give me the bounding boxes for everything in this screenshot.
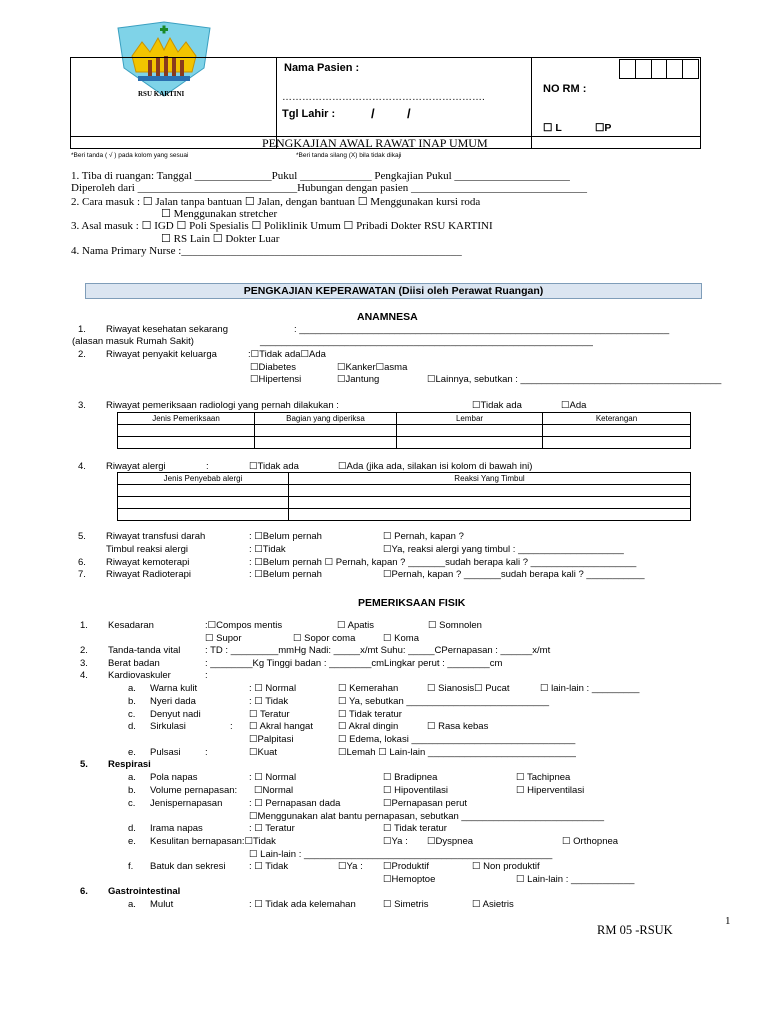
breath-pattern-label: Pola napas [150,772,198,783]
item-number: 1. [80,620,88,631]
skin-normal-checkbox[interactable]: : ☐ Normal [249,683,297,694]
breath-rhythm-label: Irama napas [150,823,203,834]
birth-date-slash: / [371,106,375,121]
anamnesa-title: ANAMNESA [357,311,418,323]
allergy-none-checkbox[interactable]: ☐Tidak ada [249,461,299,472]
sub-letter: a. [128,683,136,694]
respiration-label: Respirasi [108,759,151,770]
hyperventilation-checkbox[interactable]: ☐ Hiperventilasi [516,785,585,796]
numbness-checkbox[interactable]: ☐ Rasa kebas [427,721,489,732]
source-line[interactable]: Diperoleh dari _____________________________Hubungan dengan pasien ________________________________ [71,182,588,194]
circulation-label: Sirkulasi [150,721,186,732]
radiotherapy-never-checkbox[interactable]: : ☐Belum pernah [249,569,322,580]
note-right: *Beri tanda silang (X) bila tidak dikaji [296,152,402,159]
consciousness-label: Kesadaran [108,620,154,631]
compos-mentis-checkbox[interactable]: :☐Compos mentis [205,620,283,631]
birth-date-label: Tgl Lahir : [282,108,336,120]
cardiovascular-colon: : [205,670,208,681]
pulsation-colon: : [205,747,208,758]
item-number: 1. [78,324,86,335]
reaction-no-checkbox[interactable]: : ☐Tidak [249,544,286,555]
sub-letter: a. [128,772,136,783]
breathing-difficulty-label[interactable]: Kesulitan bernapasan:☐Tidak [150,836,276,847]
item-number: 2. [80,645,88,656]
table-row[interactable] [118,485,691,497]
item-number: 5. [78,531,86,542]
no-rm-boxes[interactable] [619,59,699,79]
diabetes-checkbox[interactable]: ☐Diabetes [250,362,297,373]
breath-volume-label: Volume pernapasan: [150,785,238,796]
chemotherapy-label: Riwayat kemoterapi [106,557,190,568]
item-number: 6. [78,557,86,568]
sub-letter: e. [128,836,136,847]
hypoventilation-checkbox[interactable]: ☐ Hipoventilasi [383,785,449,796]
gastrointestinal-label: Gastrointestinal [108,886,181,897]
item-number: 4. [78,461,86,472]
breathing-aid-field[interactable]: ☐Menggunakan alat bantu pernapasan, sebutkan ___________________________ [249,811,605,822]
entry-method-line[interactable]: 2. Cara masuk : ☐ Jalan tanpa bantuan ☐ Jalan, dengan bantuan ☐ Menggunakan kursi roda [71,196,481,208]
allergy-colon: : [206,461,209,472]
body-measurement-fields[interactable]: : ________Kg Tinggi badan : ________cmLingkar perut : ________cm [205,658,503,669]
table-header: Bagian yang diperiksa [255,413,397,425]
sub-letter: e. [128,747,136,758]
dyspnea-checkbox[interactable]: ☐Dyspnea [427,836,474,847]
radiology-yes-checkbox[interactable]: ☐Ada [561,400,587,411]
sopor-coma-checkbox[interactable]: ☐ Sopor coma [293,633,356,644]
item-number: 6. [80,886,88,897]
chest-pain-yes-field[interactable]: ☐ Ya, sebutkan ___________________________ [338,696,550,707]
radiology-none-checkbox[interactable]: ☐Tidak ada [472,400,522,411]
table-row[interactable] [118,509,691,521]
pulsation-label: Pulsasi [150,747,181,758]
tachypnea-checkbox[interactable]: ☐ Tachipnea [516,772,571,783]
hypertension-checkbox[interactable]: ☐Hipertensi [250,374,302,385]
physical-exam-title: PEMERIKSAAN FISIK [358,597,466,609]
orthopnea-checkbox[interactable]: ☐ Orthopnea [562,836,619,847]
skin-cyanosis-pale-checkbox[interactable]: ☐ Sianosis☐ Pucat [427,683,510,694]
mouth-symmetric-checkbox[interactable]: ☐ Simetris [383,899,429,910]
rhythm-irregular-checkbox[interactable]: ☐ Tidak teratur [383,823,447,834]
breath-normal-checkbox[interactable]: : ☐ Normal [249,772,297,783]
reaction-yes-field[interactable]: ☐Ya, reaksi alergi yang timbul : ____________________ [383,544,624,555]
sub-letter: a. [128,899,136,910]
sub-letter: f. [128,861,134,872]
patient-name-dots[interactable]: ……………………………………………………. [282,92,485,103]
no-rm-label: NO RM : [543,83,587,95]
non-productive-checkbox[interactable]: ☐ Non produktif [472,861,540,872]
radiology-history-label: Riwayat pemeriksaan radiologi yang pernah dilakukan : [106,400,339,411]
page-number: 1 [725,915,731,927]
chest-breathing-checkbox[interactable]: : ☐ Pernapasan dada [249,798,341,809]
sub-letter: d. [128,721,136,732]
transfusion-reaction-label: Timbul reaksi alergi [106,544,189,555]
item-number: 4. [80,670,88,681]
breath-type-label: Jenispernapasan [150,798,223,809]
family-history-options[interactable]: :☐Tidak ada☐Ada [248,349,326,360]
vital-signs-label: Tanda-tanda vital [108,645,181,656]
item-number: 3. [78,400,86,411]
admission-reason-field[interactable]: _______________________________________________________________ [260,336,593,347]
current-health-label: Riwayat kesehatan sekarang [106,324,228,335]
bradypnea-checkbox[interactable]: ☐ Bradipnea [383,772,438,783]
patient-name-label: Nama Pasien : [284,62,360,74]
table-row[interactable] [118,497,691,509]
sub-letter: b. [128,785,136,796]
transfusion-ever-checkbox[interactable]: ☐ Pernah, kapan ? [383,531,464,542]
warm-acral-checkbox[interactable]: ☐ Akral hangat [249,721,313,732]
somnolen-checkbox[interactable]: ☐ Somnolen [428,620,482,631]
cardiovascular-label: Kardiovaskuler [108,670,171,681]
sub-letter: c. [128,798,136,809]
table-header: Lembar [397,413,543,425]
form-title: PENGKAJIAN AWAL RAWAT INAP UMUM [262,136,488,150]
table-header: Jenis Pemeriksaan [118,413,255,425]
pulsation-strong-checkbox[interactable]: ☐Kuat [249,747,278,758]
skin-color-label: Warna kulit [150,683,198,694]
cancer-asthma-checkbox[interactable]: ☐Kanker☐asma [337,362,408,373]
abdominal-breathing-checkbox[interactable]: ☐Pernapasan perut [383,798,468,809]
pulse-label: Denyut nadi [150,709,201,720]
hemoptoe-checkbox[interactable]: ☐Hemoptoe [383,874,436,885]
entry-method-stretcher[interactable]: ☐ Menggunakan stretcher [161,208,278,220]
supor-checkbox[interactable]: ☐ Supor [205,633,242,644]
family-history-label: Riwayat penyakit keluarga [106,349,217,360]
mouth-no-weakness-checkbox[interactable]: : ☐ Tidak ada kelemahan [249,899,356,910]
body-weight-label: Berat badan [108,658,160,669]
logo-text: RSU KARTINI [138,90,185,98]
item-number: 3. [80,658,88,669]
cold-acral-checkbox[interactable]: ☐ Akral dingin [338,721,399,732]
apatis-checkbox[interactable]: ☐ Apatis [337,620,375,631]
skin-other-field[interactable]: ☐ lain-lain : _________ [540,683,640,694]
edema-field[interactable]: ☐ Edema, lokasi _______________________________ [338,734,576,745]
chemotherapy-options[interactable]: : ☐Belum pernah ☐ Pernah, kapan ? _______sudah berapa kali ? ____________________ [249,557,637,568]
sex-p-checkbox[interactable]: ☐P [595,122,612,134]
arrival-line[interactable]: 1. Tiba di ruangan: Tanggal ______________Pukul _____________ Pengkajian Pukul _____________________ [71,170,570,182]
pulse-irregular-checkbox[interactable]: ☐ Tidak teratur [338,709,402,720]
mouth-label: Mulut [150,899,174,910]
note-left: *Beri tanda ( √ ) pada kolom yang sesuai [71,152,189,159]
chest-pain-no-checkbox[interactable]: : ☐ Tidak [249,696,289,707]
table-header: Reaksi Yang Timbul [289,473,691,485]
vital-signs-fields[interactable]: : TD : _________mmHg Nadi: _____x/mt Suhu: _____CPernapasan : ______x/mt [205,645,551,656]
rhythm-regular-checkbox[interactable]: : ☐ Teratur [249,823,295,834]
pulsation-weak-field[interactable]: ☐Lemah ☐ Lain-lain ____________________________ [338,747,576,758]
primary-nurse-line[interactable]: 4. Nama Primary Nurse :___________________________________________________ [71,245,462,257]
table-row[interactable] [118,425,691,437]
chest-pain-label: Nyeri dada [150,696,196,707]
heart-checkbox[interactable]: ☐Jantung [337,374,380,385]
allergy-yes-checkbox[interactable]: ☐Ada (jika ada, silakan isi kolom di bawah ini) [338,461,533,472]
cough-yes-checkbox[interactable]: ☐Ya : [338,861,363,872]
table-header: Keterangan [543,413,691,425]
table-header: Jenis Penyebab alergi [118,473,289,485]
palpitation-checkbox[interactable]: ☐Palpitasi [249,734,294,745]
item-number: 7. [78,569,86,580]
cough-no-checkbox[interactable]: : ☐ Tidak [249,861,289,872]
radiotherapy-ever-field[interactable]: ☐Pernah, kapan ? _______sudah berapa kali ? ___________ [383,569,645,580]
difficulty-other-field[interactable]: ☐ Lain-lain : _______________________________________________ [249,849,553,860]
item-number: 5. [80,759,88,770]
transfusion-label: Riwayat transfusi darah [106,531,206,542]
sub-letter: b. [128,696,136,707]
difficulty-yes-checkbox[interactable]: ☐Ya : [383,836,408,847]
section-title: PENGKAJIAN KEPERAWATAN (Diisi oleh Perawat Ruangan) [85,283,702,299]
origin-line[interactable]: 3. Asal masuk : ☐ IGD ☐ Poli Spesialis ☐ Poliklinik Umum ☐ Pribadi Dokter RSU KARTINI [71,220,493,232]
sex-l-checkbox[interactable]: ☐ L [543,122,562,134]
other-disease-field[interactable]: ☐Lainnya, sebutkan : ______________________________________ [427,374,722,385]
productive-checkbox[interactable]: ☐Produktif [383,861,430,872]
table-row[interactable] [118,437,691,449]
radiology-table [117,412,691,449]
koma-checkbox[interactable]: ☐ Koma [383,633,419,644]
transfusion-never-checkbox[interactable]: : ☐Belum pernah [249,531,322,542]
radiotherapy-label: Riwayat Radioterapi [106,569,192,580]
allergy-table [117,472,691,521]
cough-label: Batuk dan sekresi [150,861,226,872]
sub-letter: d. [128,823,136,834]
current-health-field[interactable]: : ______________________________________________________________________ [294,324,670,335]
item-number: 2. [78,349,86,360]
cough-other-field[interactable]: ☐ Lain-lain : ____________ [516,874,635,885]
origin-line-2[interactable]: ☐ RS Lain ☐ Dokter Luar [161,233,280,245]
volume-normal-checkbox[interactable]: ☐Normal [254,785,294,796]
birth-date-slash: / [407,106,411,121]
admission-reason-label: (alasan masuk Rumah Sakit) [72,336,194,347]
sub-letter: c. [128,709,136,720]
allergy-history-label: Riwayat alergi [106,461,166,472]
pulse-regular-checkbox[interactable]: ☐ Teratur [249,709,290,720]
form-code: RM 05 -RSUK [597,923,673,937]
skin-red-checkbox[interactable]: ☐ Kemerahan [338,683,399,694]
mouth-asymmetric-checkbox[interactable]: ☐ Asietris [472,899,514,910]
circulation-colon: : [230,721,233,732]
